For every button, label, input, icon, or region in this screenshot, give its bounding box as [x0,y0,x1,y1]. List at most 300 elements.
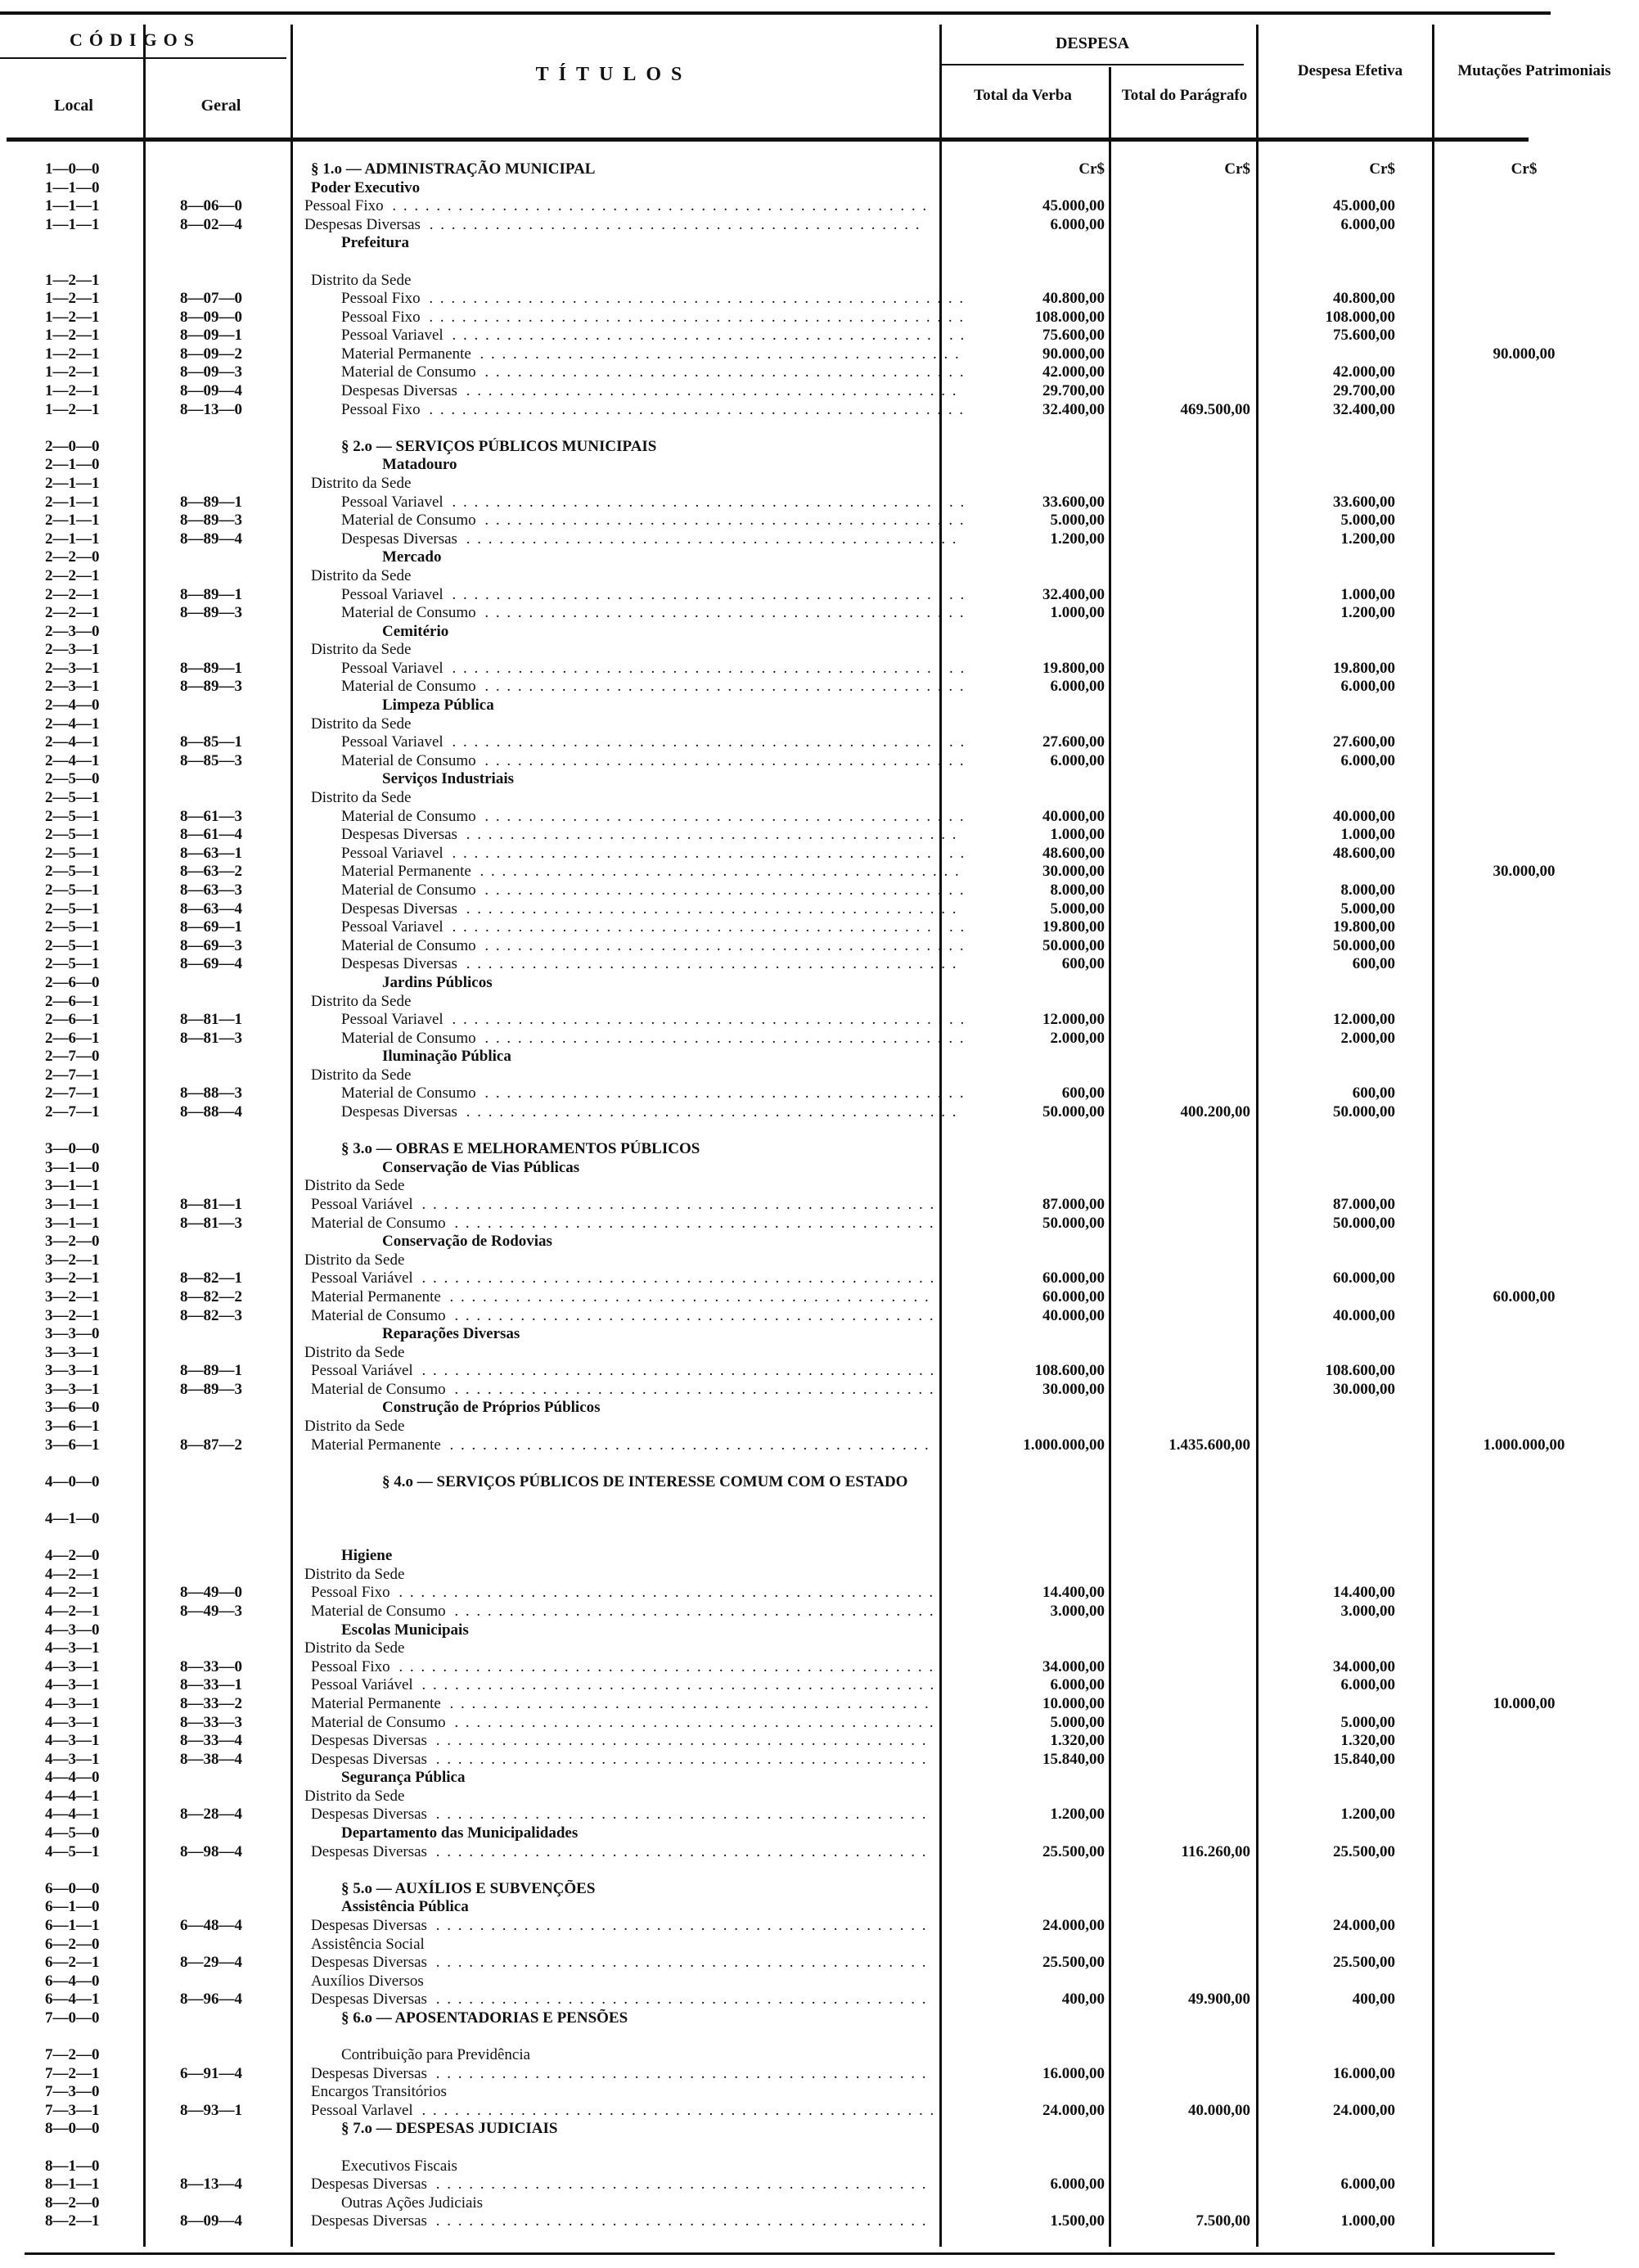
despesa-efetiva-value: 2.000,00 [1340,1030,1395,1047]
table-row [0,216,1639,234]
table-row [0,733,1639,751]
table-row [0,1732,1639,1750]
table-row [0,1103,1639,1121]
code-local: 2—1—1 [45,494,100,511]
table-row [0,715,1639,733]
row-title-text: Reparações Diversas [382,1325,523,1342]
row-title [304,863,963,881]
code-local: 1—1—1 [45,197,100,214]
code-geral: 8—69—1 [180,918,242,936]
header-total-verba: Total da Verba [974,87,1072,104]
table-row [0,993,1639,1011]
row-title-text: Escolas Municipais [341,1621,472,1639]
total-verba-value: 24.000,00 [1042,2102,1105,2119]
code-geral: 8—89—1 [180,586,242,603]
code-local: 8—0—0 [45,2120,100,2137]
code-local: 4—3—1 [45,1639,100,1657]
total-verba-value: 108.000,00 [1034,309,1105,326]
row-title [304,1676,933,1694]
row-title-text: Assistência Pública [341,1898,472,1915]
total-verba-value: 33.600,00 [1042,494,1105,511]
row-title-text: Despesas Diversas [341,955,461,972]
row-title [304,1233,1004,1251]
row-title-text: Executivos Fiscais [341,2158,461,2175]
despesa-efetiva-value: 75.600,00 [1333,327,1395,344]
row-title [304,586,963,604]
code-geral: 8—85—3 [180,752,242,769]
code-local: 3—1—0 [45,1159,100,1176]
code-geral: 8—13—4 [180,2176,242,2193]
row-title [304,179,933,197]
table-row [0,1566,1639,1584]
mutacoes-value: 30.000,00 [1493,863,1556,880]
despesa-efetiva-value: 40.000,00 [1333,1307,1395,1324]
code-local: 4—5—0 [45,1824,100,1842]
row-title-text: Matadouro [382,456,460,473]
total-verba-value: 27.600,00 [1042,733,1105,751]
row-title-text: Material de Consumo [311,1603,449,1620]
table-row [0,512,1639,530]
code-local: 2—5—1 [45,808,100,825]
spacer-row [0,419,1639,437]
row-title [304,1344,926,1362]
section-row [0,1140,1639,1158]
row-title-text: Construção de Próprios Públicos [382,1399,604,1416]
table-row [0,1824,1639,1842]
header-despesa: DESPESA [1055,34,1130,52]
code-geral: 8—82—2 [180,1288,242,1305]
row-title [304,1084,963,1102]
row-title-text: Despesas Diversas [311,1917,430,1934]
code-local: 2—6—0 [45,974,100,991]
row-title-text: Despesas Diversas [311,2212,430,2230]
row-title [304,1639,926,1657]
code-local: 4—0—0 [45,1473,100,1490]
code-geral: 8—63—3 [180,881,242,899]
section-row [0,2009,1639,2027]
row-title-text: Despesas Diversas [311,1991,430,2008]
code-geral: 8—33—4 [180,1732,242,1749]
table-row [0,678,1639,696]
table-row [0,548,1639,566]
code-local: 1—2—1 [45,272,100,289]
mutacoes-value: 1.000.000,00 [1483,1436,1565,1454]
total-paragrafo-value: 40.000,00 [1188,2102,1250,2119]
header-geral: Geral [200,97,241,115]
code-geral: 8—88—3 [180,1084,242,1102]
spacer-row [0,1122,1639,1140]
total-verba-value: 24.000,00 [1042,1917,1105,1934]
table-row [0,1714,1639,1732]
header-despesa-efetiva: Despesa Efetiva [1297,62,1403,79]
despesa-efetiva-value: 34.000,00 [1333,1658,1395,1675]
row-title-text: Material Permanente [341,345,475,363]
row-title-text: Distrito da Sede [311,1066,414,1084]
row-title [304,2176,933,2194]
despesa-efetiva-value: 6.000,00 [1340,678,1395,695]
table-row [0,586,1639,604]
table-row [0,623,1639,641]
row-title-text: § 3.o — OBRAS E MELHORAMENTOS PÚBLICOS [341,1140,703,1157]
row-title [304,1103,963,1121]
table-row [0,881,1639,900]
despesa-efetiva-value: 16.000,00 [1333,2065,1395,2082]
code-local: 2—4—1 [45,733,100,751]
code-local: 2—3—0 [45,623,100,640]
code-geral: 8—49—0 [180,1584,242,1601]
despesa-efetiva-value: 108.000,00 [1325,309,1395,326]
total-verba-value: 3.000,00 [1050,1603,1105,1620]
table-row [0,641,1639,659]
row-title [304,456,1004,474]
code-geral: 8—81—3 [180,1030,242,1047]
row-title-text: Material de Consumo [341,363,480,381]
code-local: 2—6—1 [45,1011,100,1028]
row-title [304,697,1004,715]
row-title [304,530,963,548]
code-geral: 8—88—4 [180,1103,242,1120]
table-row [0,2158,1639,2176]
row-title-text: Material de Consumo [341,1084,480,1102]
despesa-efetiva-value: 50.000,00 [1333,1103,1395,1120]
total-verba-value: 60.000,00 [1042,1288,1105,1305]
total-verba-value: 1.500,00 [1050,2212,1105,2230]
code-local: 3—0—0 [45,1140,100,1157]
total-verba-value: 87.000,00 [1042,1196,1105,1213]
row-title [304,752,963,770]
total-verba-value: 30.000,00 [1042,1381,1105,1398]
row-title-text: Prefeitura [341,234,412,251]
row-title [304,1251,926,1269]
row-title [304,845,963,863]
row-title [304,2065,933,2083]
despesa-efetiva-value: 5.000,00 [1340,1714,1395,1731]
despesa-efetiva-value: 14.400,00 [1333,1584,1395,1601]
header-bottom-rule [7,138,1529,142]
code-local: 3—6—1 [45,1418,100,1435]
section-row [0,1880,1639,1898]
table-row [0,2046,1639,2064]
table-row [0,1973,1639,1991]
row-title [304,1769,963,1787]
code-local: 2—4—1 [45,715,100,733]
table-row [0,900,1639,918]
total-verba-value: 45.000,00 [1042,197,1105,214]
mutacoes-value: 10.000,00 [1493,1695,1556,1712]
despesa-efetiva-value: 32.400,00 [1333,401,1395,418]
code-local: 2—3—1 [45,641,100,658]
table-row [0,955,1639,973]
code-local: 3—1—1 [45,1196,100,1213]
code-geral: 8—89—3 [180,512,242,529]
table-row [0,1381,1639,1399]
despesa-efetiva-value: 50.000,00 [1333,937,1395,954]
total-verba-value: 19.800,00 [1042,660,1105,677]
row-title-text: Despesas Diversas [311,1954,430,1971]
row-title [304,1048,1004,1066]
despesa-efetiva-value: 25.500,00 [1333,1843,1395,1860]
row-title-text: § 1.o — ADMINISTRAÇÃO MUNICIPAL [311,160,598,178]
row-title [304,1788,926,1806]
row-title [304,512,963,530]
code-local: 3—1—1 [45,1177,100,1194]
table-row [0,567,1639,585]
total-verba-value: 6.000,00 [1050,678,1105,695]
despesa-efetiva-value: 6.000,00 [1340,752,1395,769]
code-local: 2—1—1 [45,530,100,548]
row-title [304,309,963,327]
code-local: 3—2—1 [45,1307,100,1324]
row-title [304,1566,926,1584]
row-title-text: Contribuição para Previdência [341,2046,534,2063]
total-paragrafo-value: 400.200,00 [1180,1103,1250,1120]
row-title-text: Despesas Diversas [311,1843,430,1860]
code-geral: 8—85—1 [180,733,242,751]
despesa-efetiva-value: 1.000,00 [1340,826,1395,843]
row-title-text: Jardins Públicos [382,974,496,991]
row-title-text: § 6.o — APOSENTADORIAS E PENSÕES [341,2009,631,2027]
table-row [0,327,1639,345]
row-title-text: Distrito da Sede [311,567,414,584]
row-title-text: Pessoal Variavel [341,733,447,751]
code-local: 4—3—1 [45,1676,100,1693]
code-geral: 8—82—1 [180,1269,242,1287]
row-title [304,327,963,345]
total-verba-value: 8.000,00 [1050,881,1105,899]
spacer-row [0,1861,1639,1879]
row-title-text: Limpeza Pública [382,697,498,714]
row-title [304,604,963,622]
total-verba-value: 5.000,00 [1050,1714,1105,1731]
table-row [0,2083,1639,2101]
code-local: 1—2—1 [45,382,100,399]
code-local: 6—4—1 [45,1991,100,2008]
row-title-text: Material de Consumo [341,604,480,621]
code-local: 8—1—0 [45,2158,100,2175]
row-title [304,382,963,400]
row-title [304,808,963,826]
table-row [0,1196,1639,1214]
row-title [304,937,963,955]
row-title [304,1695,933,1713]
row-title-text: Outras Ações Judiciais [341,2194,486,2212]
row-title [304,1917,933,1935]
code-local: 2—1—1 [45,512,100,529]
row-title [304,1011,963,1029]
row-title-text: Departamento das Municipalidades [341,1824,581,1842]
row-title [304,660,963,678]
row-title [304,2102,933,2120]
code-local: 1—2—1 [45,290,100,307]
despesa-efetiva-value: 60.000,00 [1333,1269,1395,1287]
row-title [304,1196,933,1214]
row-title-text: Pessoal Fixo [341,309,424,326]
total-verba-value: 50.000,00 [1042,1215,1105,1232]
table-row [0,660,1639,678]
code-local: 3—3—1 [45,1344,100,1361]
despesa-efetiva-value: 1.320,00 [1340,1732,1395,1749]
despesa-efetiva-value: 48.600,00 [1333,845,1395,862]
despesa-efetiva-value: 15.840,00 [1333,1751,1395,1768]
total-verba-value: 6.000,00 [1050,216,1105,233]
header-mutacoes: Mutações Patrimoniais [1457,62,1611,79]
despesa-efetiva-value: 8.000,00 [1340,881,1395,899]
code-local: 4—3—1 [45,1714,100,1731]
total-verba-value: Cr$ [1078,160,1105,178]
row-title [304,1621,963,1639]
table-row [0,1584,1639,1602]
code-local: 7—2—1 [45,2065,100,2082]
code-local: 4—3—1 [45,1732,100,1749]
table-row [0,197,1639,215]
table-row [0,604,1639,622]
despesa-efetiva-value: 24.000,00 [1333,1917,1395,1934]
row-title [304,345,963,363]
section-row [0,1473,1639,1508]
total-verba-value: 50.000,00 [1042,1103,1105,1120]
row-title-text: Material Permanente [311,1695,444,1712]
table-row [0,752,1639,770]
code-geral: 8—89—3 [180,1381,242,1398]
row-title-text: Material de Consumo [311,1307,449,1324]
code-geral: 8—33—2 [180,1695,242,1712]
table-row [0,1954,1639,1972]
table-row [0,1233,1639,1251]
code-local: 1—1—1 [45,216,100,233]
total-paragrafo-value: Cr$ [1224,160,1250,178]
row-title [304,641,933,659]
table-row [0,475,1639,493]
header-titulos: TÍTULOS [535,64,692,85]
despesa-efetiva-value: 1.000,00 [1340,2212,1395,2230]
code-local: 2—5—1 [45,845,100,862]
code-local: 6—2—1 [45,1954,100,1971]
table-row [0,808,1639,826]
code-geral: 8—89—1 [180,1362,242,1379]
row-title [304,1880,963,1898]
row-title [304,623,1004,641]
spacer-row [0,2139,1639,2157]
row-title-text: Despesas Diversas [311,1806,430,1823]
row-title-text: Material de Consumo [341,752,480,769]
row-title-text: Serviços Industriais [382,770,517,787]
total-paragrafo-value: 7.500,00 [1195,2212,1250,2230]
code-local: 1—2—1 [45,363,100,381]
row-title-text: Pessoal Variável [311,1269,417,1287]
table-row [0,1066,1639,1084]
code-local: 6—1—1 [45,1917,100,1934]
table-row [0,1806,1639,1824]
code-geral: 6—91—4 [180,2065,242,2082]
despesa-efetiva-value: 1.200,00 [1340,1806,1395,1823]
code-geral: 8—89—1 [180,494,242,511]
total-verba-value: 6.000,00 [1050,752,1105,769]
code-local: 2—5—1 [45,937,100,954]
row-title [304,1843,933,1861]
total-paragrafo-value: 469.500,00 [1180,401,1250,418]
total-verba-value: 90.000,00 [1042,345,1105,363]
code-geral: 8—69—3 [180,937,242,954]
row-title-text: Distrito da Sede [311,993,414,1010]
code-local: 4—2—0 [45,1547,100,1564]
row-title-text: Distrito da Sede [304,1566,407,1583]
table-row [0,697,1639,715]
total-verba-value: 16.000,00 [1042,2065,1105,2082]
row-title-text: Material Permanente [311,1436,444,1454]
row-title [304,2212,933,2230]
code-local: 2—4—0 [45,697,100,714]
total-verba-value: 5.000,00 [1050,900,1105,918]
table-row [0,1658,1639,1676]
row-title [304,678,963,696]
row-title [304,1418,926,1436]
row-title-text: Despesas Diversas [341,530,461,548]
code-geral: 8—61—3 [180,808,242,825]
row-title [304,1658,933,1676]
table-row [0,1215,1639,1233]
mutacoes-value: Cr$ [1511,160,1538,178]
section-row [0,438,1639,456]
code-local: 4—2—1 [45,1566,100,1583]
code-local: 2—5—1 [45,955,100,972]
row-title [304,2194,963,2212]
code-local: 3—3—1 [45,1362,100,1379]
code-geral: 8—29—4 [180,1954,242,1971]
table-row [0,1048,1639,1066]
row-title [304,918,963,936]
code-local: 2—1—1 [45,475,100,492]
despesa-efetiva-value: 5.000,00 [1340,512,1395,529]
total-verba-value: 40.000,00 [1042,1307,1105,1324]
code-local: 3—6—1 [45,1436,100,1454]
code-local: 2—2—1 [45,567,100,584]
row-title-text: Pessoal Variavel [341,845,447,862]
code-local: 8—2—0 [45,2194,100,2212]
row-title [304,900,963,918]
table-row [0,1436,1639,1454]
table-row [0,1399,1639,1417]
section-row [0,160,1639,178]
row-title-text: Pessoal Variavel [341,1011,447,1028]
row-title-text: § 7.o — DESPESAS JUDICIAIS [341,2120,561,2137]
table-row [0,401,1639,419]
code-geral: 8—89—1 [180,660,242,677]
row-title-text: Material de Consumo [341,512,480,529]
header-total-paragrafo: Total do Parágrafo [1121,87,1248,104]
row-title-text: Distrito da Sede [311,272,414,289]
despesa-efetiva-value: 29.700,00 [1333,382,1395,399]
table-row [0,1936,1639,1954]
row-title [304,733,963,751]
row-title-text: Material Permanente [311,1288,444,1305]
row-title-text: Distrito da Sede [304,1418,407,1435]
row-title [304,1991,933,2009]
row-title [304,770,1004,788]
code-geral: 8—69—4 [180,955,242,972]
row-title-text: Despesas Diversas [311,1732,430,1749]
total-verba-value: 1.320,00 [1050,1732,1105,1749]
table-row [0,272,1639,290]
table-row [0,845,1639,863]
despesa-efetiva-value: 5.000,00 [1340,900,1395,918]
code-geral: 8—81—1 [180,1011,242,1028]
code-local: 8—2—1 [45,2212,100,2230]
table-row [0,1843,1639,1861]
section-row [0,2120,1639,2138]
code-local: 2—5—1 [45,900,100,918]
table-row [0,1362,1639,1380]
table-row [0,1307,1639,1325]
